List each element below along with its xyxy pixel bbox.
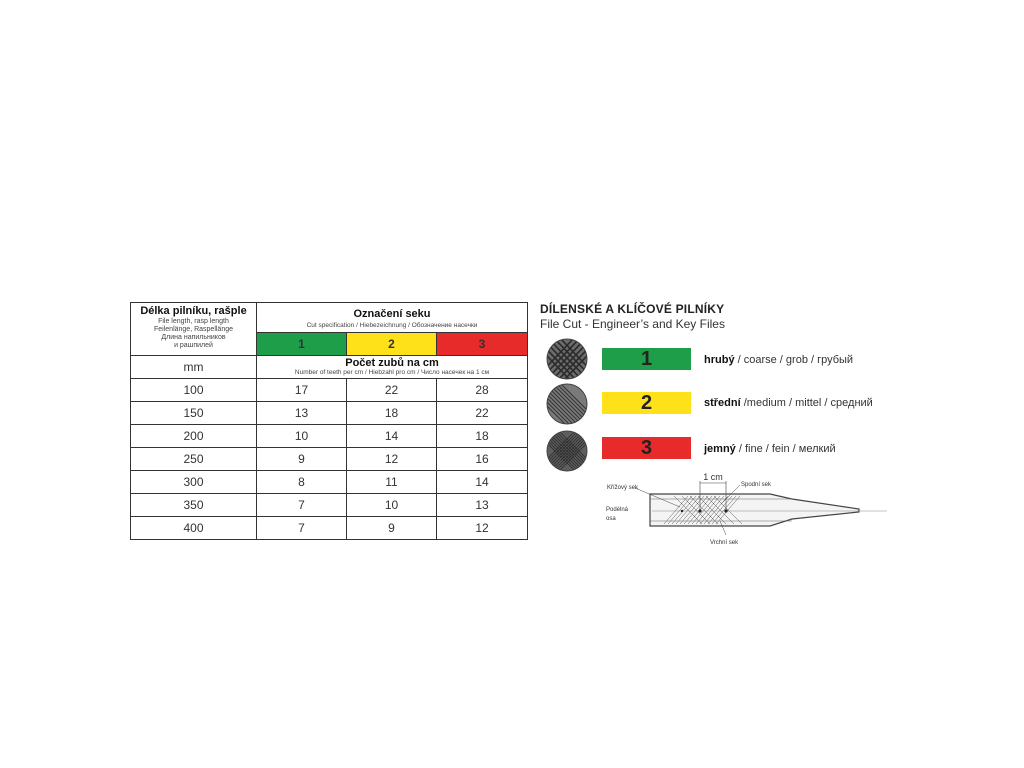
teeth-cell: 12 [437,517,528,540]
teeth-cell: 13 [257,402,347,425]
length-header-line: Длина напильников [161,334,226,341]
teeth-cell: 10 [347,494,437,517]
axis-label-1: Podélná [606,507,629,513]
length-cell: 250 [131,448,257,471]
teeth-cell: 12 [347,448,437,471]
teeth-cell: 11 [347,471,437,494]
legend-title: DÍLENSKÉ A KLÍČOVÉ PILNÍKY [540,302,725,316]
teeth-header-title: Počet zubů na cm [345,357,439,369]
cut-header-title: Označení seku [353,308,431,320]
grade-2-translations: /medium / mittel / средний [740,397,873,409]
cross-cut-label: Křížový sek [607,485,639,491]
teeth-cell: 18 [347,402,437,425]
length-cell: 400 [131,517,257,540]
axis-label-2: osa [606,516,616,522]
file-cut-table [130,302,527,537]
teeth-header-subtitle: Number of teeth per cm / Hiebzahl pro cm / Число насечек на 1 см [294,369,490,376]
medium-cut-icon [546,383,588,425]
teeth-cell: 14 [347,425,437,448]
grade-2-cell: 2 [347,333,437,356]
length-header-line: и рашпилей [174,342,213,349]
cut-legend [540,302,940,546]
teeth-cell: 7 [257,517,347,540]
grade-2-name: střední [704,397,741,409]
grade-2-box: 2 [602,392,691,414]
fine-cut-icon [546,430,588,472]
teeth-cell: 13 [437,494,528,517]
teeth-cell: 8 [257,471,347,494]
teeth-cell: 9 [347,517,437,540]
teeth-header [257,356,528,379]
grade-1-name: hrubý [704,354,735,366]
grade-2-description [704,397,873,409]
teeth-cell: 7 [257,494,347,517]
teeth-cell: 17 [257,379,347,402]
length-cell: 100 [131,379,257,402]
unit-cell: mm [131,356,257,379]
teeth-cell: 22 [437,402,528,425]
length-header-line: Feilenlänge, Raspellänge [154,326,233,333]
lower-cut-label: Spodní sek [741,482,772,488]
teeth-cell: 14 [437,471,528,494]
length-cell: 300 [131,471,257,494]
table-row [131,425,528,448]
teeth-cell: 9 [257,448,347,471]
grade-1-description [704,354,853,366]
grade-3-box: 3 [602,437,691,459]
length-header-line: File length, rasp length [158,318,229,325]
table-row [131,379,528,402]
teeth-cell: 22 [347,379,437,402]
legend-subtitle: File Cut - Engineer’s and Key Files [540,317,725,331]
teeth-cell: 16 [437,448,528,471]
cut-spec-table [130,302,528,540]
cut-header-subtitle: Cut specification / Hiebezeichnung / Обозначение насечки [306,322,478,329]
length-cell: 200 [131,425,257,448]
length-cell: 150 [131,402,257,425]
grade-3-cell: 3 [437,333,528,356]
table-row [131,517,528,540]
teeth-cell: 18 [437,425,528,448]
grade-3-translations: / fine / fein / мелкий [735,443,836,455]
length-header [131,303,257,356]
table-row [131,494,528,517]
coarse-cut-icon [546,338,588,380]
table-row [131,402,528,425]
grade-3-description [704,443,836,455]
grade-1-translations: / coarse / grob / грубый [734,354,854,366]
file-cut-diagram [602,469,892,549]
table-row [131,448,528,471]
teeth-cell: 28 [437,379,528,402]
length-cell: 350 [131,494,257,517]
upper-cut-label: Vrchní sek [710,540,739,546]
teeth-cell: 10 [257,425,347,448]
grade-1-cell: 1 [257,333,347,356]
table-row [131,471,528,494]
grade-1-box: 1 [602,348,691,370]
length-header-title: Délka pilníku, rašple [140,305,247,317]
grade-3-name: jemný [704,443,736,455]
cut-header [257,303,528,333]
measure-label: 1 cm [703,472,723,482]
